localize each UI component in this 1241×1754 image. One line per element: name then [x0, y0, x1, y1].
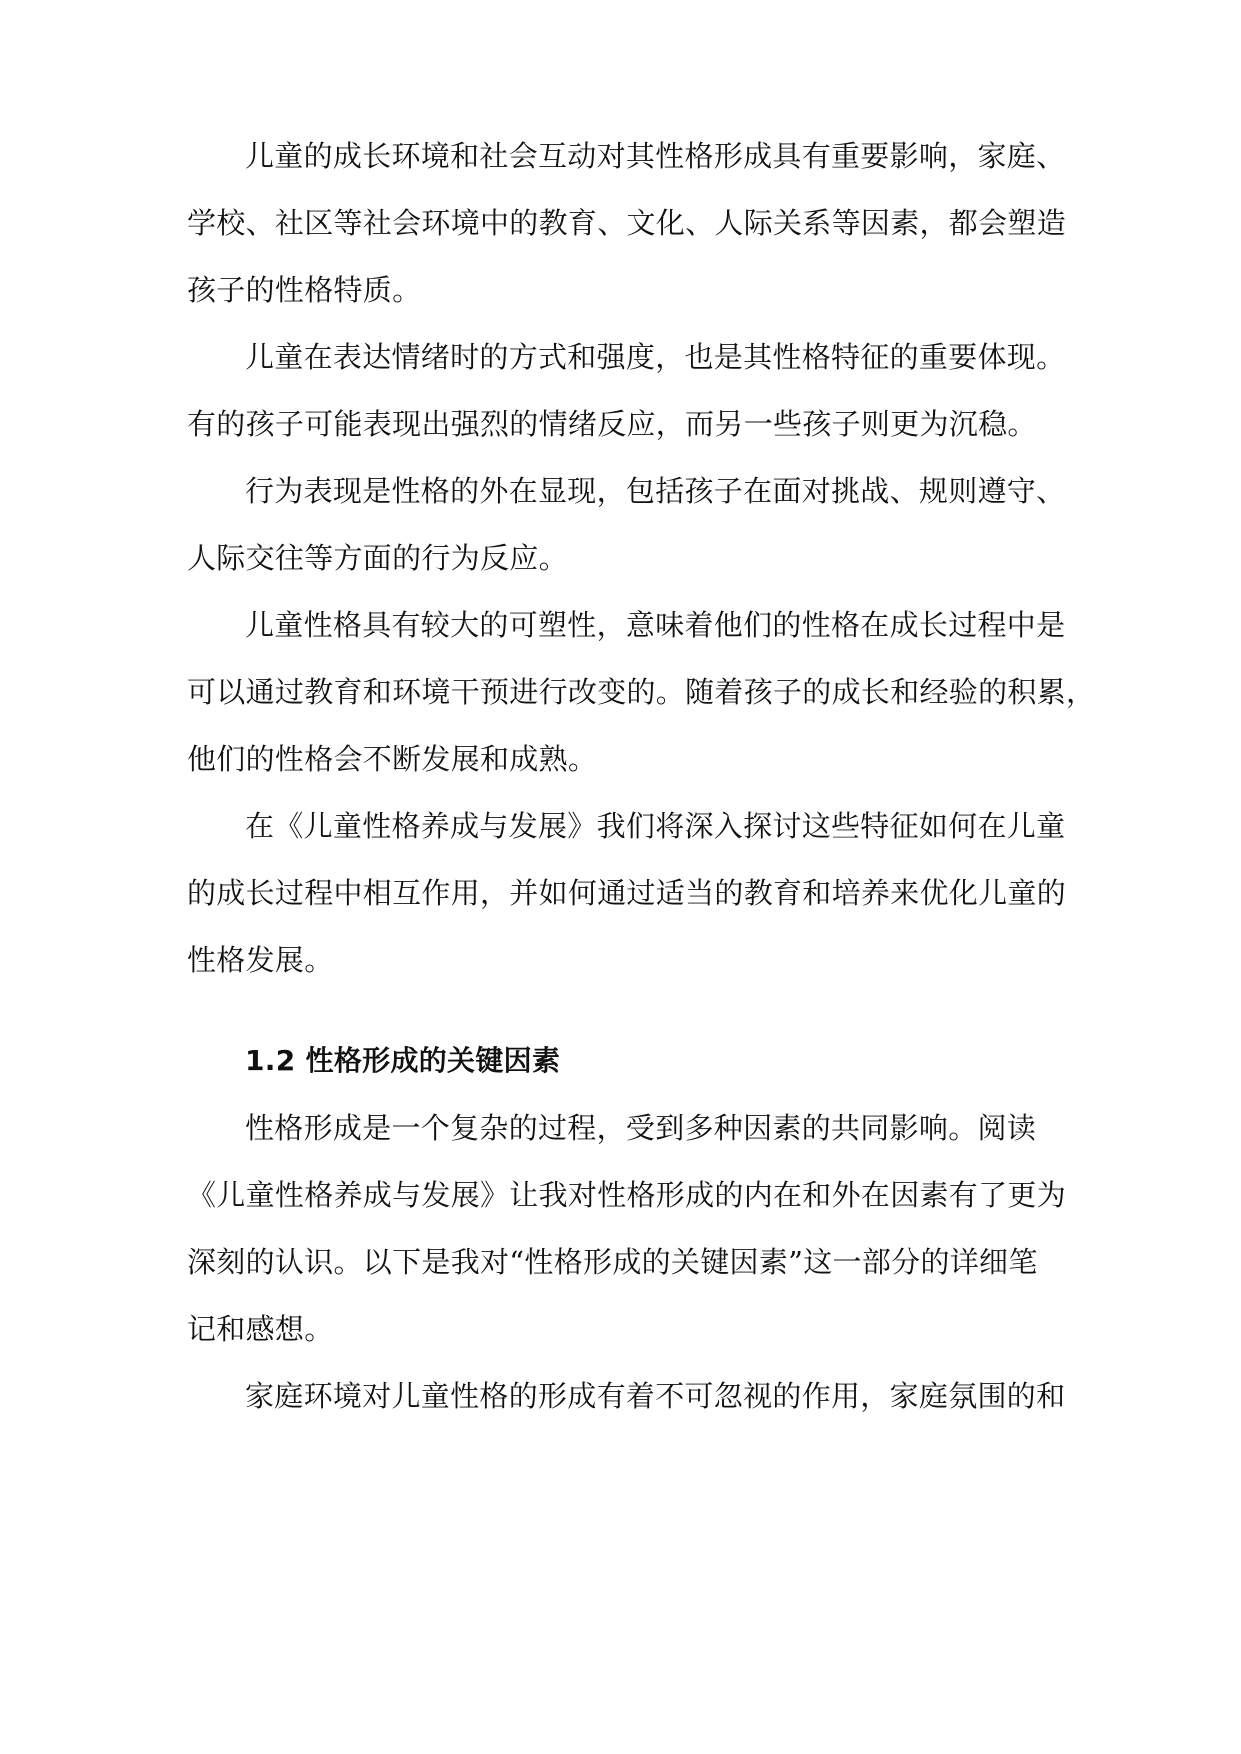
paragraph-6-line-4: 记和感想。: [187, 1312, 334, 1346]
paragraph-6-line-1: 性格形成是一个复杂的过程，受到多种因素的共同影响。阅读: [245, 1111, 1037, 1145]
paragraph-3-line-1: 行为表现是性格的外在显现，包括孩子在面对挑战、规则遵守、: [245, 474, 1066, 508]
paragraph-1-line-2: 学校、社区等社会环境中的教育、文化、人际关系等因素，都会塑造: [187, 206, 1067, 240]
paragraph-4-line-3: 他们的性格会不断发展和成熟。: [187, 742, 598, 776]
paragraph-6-line-3: 深刻的认识。以下是我对“性格形成的关键因素”这一部分的详细笔: [187, 1245, 1038, 1279]
paragraph-1-line-3: 孩子的性格特质。: [187, 273, 422, 307]
paragraph-6-line-2: 《儿童性格养成与发展》让我对性格形成的内在和外在因素有了更为: [187, 1178, 1067, 1212]
paragraph-4-line-1: 儿童性格具有较大的可塑性，意味着他们的性格在成长过程中是: [245, 608, 1066, 642]
paragraph-5-line-2: 的成长过程中相互作用，并如何通过适当的教育和培养来优化儿童的: [187, 876, 1067, 910]
paragraph-4-line-2: 可以通过教育和环境干预进行改变的。随着孩子的成长和经验的积累，: [187, 675, 1096, 709]
paragraph-5-line-1: 在《儿童性格养成与发展》我们将深入探讨这些特征如何在儿童: [245, 809, 1066, 843]
paragraph-1-line-1: 儿童的成长环境和社会互动对其性格形成具有重要影响，家庭、: [245, 139, 1066, 173]
paragraph-5-line-3: 性格发展。: [187, 943, 334, 977]
paragraph-2-line-1: 儿童在表达情绪时的方式和强度，也是其性格特征的重要体现。: [245, 340, 1066, 374]
paragraph-3-line-2: 人际交往等方面的行为反应。: [187, 541, 568, 575]
section-heading: 1.2 性格形成的关键因素: [245, 1044, 561, 1077]
paragraph-7-line-1: 家庭环境对儿童性格的形成有着不可忽视的作用，家庭氛围的和: [245, 1379, 1066, 1413]
paragraph-2-line-2: 有的孩子可能表现出强烈的情绪反应，而另一些孩子则更为沉稳。: [187, 407, 1037, 441]
